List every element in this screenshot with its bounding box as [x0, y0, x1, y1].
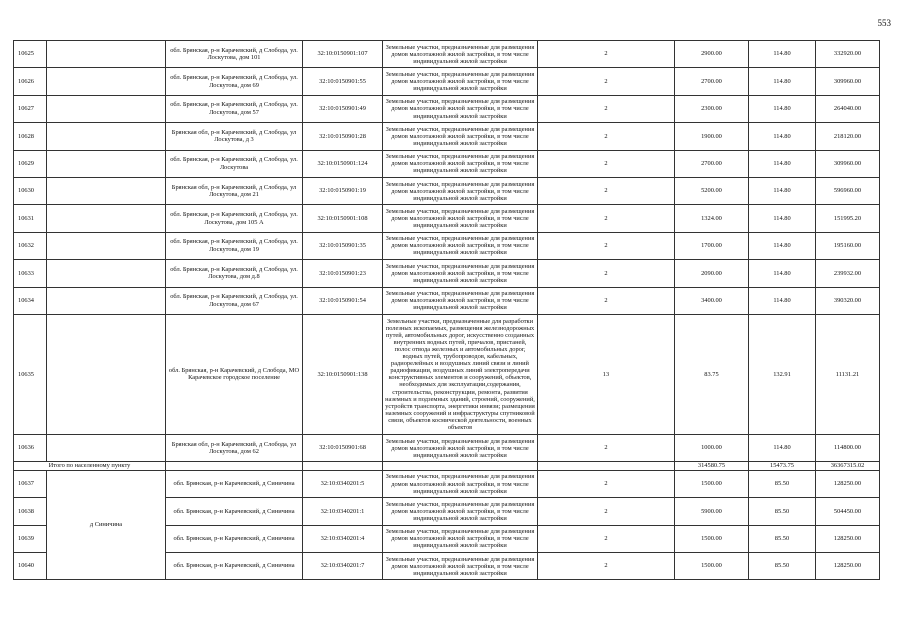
land-purpose: Земельные участки, предназначенные для размещения домов малоэтажной жилой застройки, в том числе индивидуальной жилой застройки	[383, 177, 538, 204]
address-cell: Брянская обл, р-н Карачевский, д Слобода, ул Лоскутова, дом 21	[166, 177, 303, 204]
rate-value: 114.80	[749, 205, 816, 232]
locality-cell	[47, 287, 166, 314]
table-row	[14, 434, 880, 461]
row-id: 10637	[14, 470, 47, 497]
locality-cell	[47, 95, 166, 122]
table-row	[14, 205, 880, 232]
rate-value: 114.80	[749, 123, 816, 150]
cadastral-value: 218120.00	[816, 123, 880, 150]
land-purpose: Земельные участки, предназначенные для размещения домов малоэтажной жилой застройки, в том числе индивидуальной жилой застройки	[383, 470, 538, 497]
rate-value: 85.50	[749, 470, 816, 497]
table-row	[14, 232, 880, 259]
rate-value: 114.80	[749, 287, 816, 314]
group-code: 2	[538, 41, 675, 68]
cadastral-value: 195160.00	[816, 232, 880, 259]
row-id: 10625	[14, 41, 47, 68]
row-id: 10638	[14, 498, 47, 525]
land-purpose: Земельные участки, предназначенные для размещения домов малоэтажной жилой застройки, в том числе индивидуальной жилой застройки	[383, 498, 538, 525]
locality-cell	[47, 177, 166, 204]
table-row	[14, 314, 880, 434]
land-purpose: Земельные участки, предназначенные для размещения домов малоэтажной жилой застройки, в том числе индивидуальной жилой застройки	[383, 150, 538, 177]
table-row	[14, 123, 880, 150]
address-cell: обл. Брянская, р-н Карачевский, д Слобода, ул. Лоскутова, дом 105 А	[166, 205, 303, 232]
group-code: 2	[538, 177, 675, 204]
row-id: 10629	[14, 150, 47, 177]
land-purpose: Земельные участки, предназначенные для размещения домов малоэтажной жилой застройки, в том числе индивидуальной жилой застройки	[383, 525, 538, 552]
cadastral-number: 32:10:0340201:4	[303, 525, 383, 552]
rate-value: 85.50	[749, 553, 816, 580]
cadastral-value: 128250.00	[816, 525, 880, 552]
table-row	[14, 150, 880, 177]
land-purpose: Земельные участки, предназначенные для размещения домов малоэтажной жилой застройки, в том числе индивидуальной жилой застройки	[383, 553, 538, 580]
address-cell: обл. Брянская, р-н Карачевский, д Слобода, ул. Лоскутова, дом 69	[166, 68, 303, 95]
group-code: 2	[538, 470, 675, 497]
locality-cell	[47, 41, 166, 68]
cadastral-value: 309960.00	[816, 150, 880, 177]
rate-value: 114.80	[749, 150, 816, 177]
area-value: 2900.00	[675, 41, 749, 68]
total-value: 36367315.02	[816, 462, 880, 471]
cadastral-number: 32:10:0150901:23	[303, 260, 383, 287]
locality-cell	[47, 205, 166, 232]
area-value: 1700.00	[675, 232, 749, 259]
cadastral-number: 32:10:0150901:68	[303, 434, 383, 461]
area-value: 1500.00	[675, 470, 749, 497]
group-code: 2	[538, 260, 675, 287]
cadastral-number: 32:10:0150901:124	[303, 150, 383, 177]
area-value: 83.75	[675, 314, 749, 434]
land-purpose: Земельные участки, предназначенные для разработки полезных ископаемых, размещения железнодорожных путей, автомобильных дорог, искусственно созданных внутренних водных путей, причалов, пристаней, полос отвода железных и автомобильных дорог, водных путей, трубопроводов, кабельных, радиорелейных и воздушных линий связи и линий радиофикации, воздушных линий электропередачи конструктивных элементов и сооружений, объектов, необходимых для эксплуатации,содержания, строительства, реконструкции, ремонта, развития наземных и подземных зданий, строений, сооружений, устройств транспорта, энергетики инвязи; размещения наземных сооружений и инфраструктуры спутниковой связи, объектов космической деятельности, военных объектов	[383, 314, 538, 434]
address-cell: обл. Брянская, р-н Карачевский, д Слобода, ул. Лоскутова, дом д.8	[166, 260, 303, 287]
area-value: 1324.00	[675, 205, 749, 232]
address-cell: обл. Брянская, р-н Карачевский, д Слобода, ул. Лоскутова, дом 101	[166, 41, 303, 68]
table-row	[14, 177, 880, 204]
area-value: 1500.00	[675, 553, 749, 580]
locality-cell	[47, 68, 166, 95]
address-cell: обл. Брянская, р-н Карачевский, д Слобода, МО Карачевское городское поселение	[166, 314, 303, 434]
cadastral-value: 390320.00	[816, 287, 880, 314]
area-value: 2300.00	[675, 95, 749, 122]
address-cell: обл. Брянская, р-н Карачевский, д Слобода, ул. Лоскутова	[166, 150, 303, 177]
cadastral-number: 32:10:0150901:138	[303, 314, 383, 434]
rate-value: 85.50	[749, 525, 816, 552]
group-code: 2	[538, 123, 675, 150]
cadastral-number: 32:10:0150901:55	[303, 68, 383, 95]
area-value: 2700.00	[675, 68, 749, 95]
area-value: 2700.00	[675, 150, 749, 177]
address-cell: обл. Брянская, р-н Карачевский, д Слобода, ул. Лоскутова, дом 57	[166, 95, 303, 122]
cadastral-value: 504450.00	[816, 498, 880, 525]
cadastral-number: 32:10:0340201:5	[303, 470, 383, 497]
land-purpose: Земельные участки, предназначенные для размещения домов малоэтажной жилой застройки, в том числе индивидуальной жилой застройки	[383, 434, 538, 461]
cadastral-number: 32:10:0150901:35	[303, 232, 383, 259]
address-cell: обл. Брянская, р-н Карачевский, д Синичина	[166, 525, 303, 552]
rate-value: 114.80	[749, 41, 816, 68]
address-cell: обл. Брянская, р-н Карачевский, д Синичина	[166, 470, 303, 497]
locality-cell	[47, 260, 166, 287]
rate-value: 114.80	[749, 68, 816, 95]
cadastral-number: 32:10:0340201:7	[303, 553, 383, 580]
group-code: 13	[538, 314, 675, 434]
group-code: 2	[538, 205, 675, 232]
cadastral-number: 32:10:0150901:19	[303, 177, 383, 204]
area-value: 1900.00	[675, 123, 749, 150]
rate-value: 114.80	[749, 434, 816, 461]
row-id: 10632	[14, 232, 47, 259]
table-row	[14, 470, 880, 497]
total-row	[14, 462, 880, 471]
row-id: 10634	[14, 287, 47, 314]
rate-value: 85.50	[749, 498, 816, 525]
cadastral-value: 128250.00	[816, 553, 880, 580]
row-id: 10633	[14, 260, 47, 287]
cadastral-number: 32:10:0150901:28	[303, 123, 383, 150]
group-code: 2	[538, 553, 675, 580]
cadastral-value: 309960.00	[816, 68, 880, 95]
area-value: 5200.00	[675, 177, 749, 204]
page-number: 553	[877, 18, 891, 28]
address-cell: обл. Брянская, р-н Карачевский, д Слобода, ул. Лоскутова, дом 67	[166, 287, 303, 314]
area-value: 1500.00	[675, 525, 749, 552]
rate-value: 132.91	[749, 314, 816, 434]
land-purpose: Земельные участки, предназначенные для размещения домов малоэтажной жилой застройки, в том числе индивидуальной жилой застройки	[383, 68, 538, 95]
row-id: 10639	[14, 525, 47, 552]
group-code: 2	[538, 287, 675, 314]
rate-value: 114.80	[749, 177, 816, 204]
cadastral-value: 596960.00	[816, 177, 880, 204]
locality-cell	[47, 123, 166, 150]
group-code: 2	[538, 150, 675, 177]
table-row	[14, 68, 880, 95]
table-row	[14, 95, 880, 122]
cadastral-number: 32:10:0150901:49	[303, 95, 383, 122]
cadastral-value: 151995.20	[816, 205, 880, 232]
group-code: 2	[538, 232, 675, 259]
area-value: 3400.00	[675, 287, 749, 314]
cadastral-number: 32:10:0150901:107	[303, 41, 383, 68]
table-row	[14, 287, 880, 314]
row-id: 10636	[14, 434, 47, 461]
land-purpose: Земельные участки, предназначенные для размещения домов малоэтажной жилой застройки, в том числе индивидуальной жилой застройки	[383, 232, 538, 259]
address-cell: обл. Брянская, р-н Карачевский, д Синичина	[166, 553, 303, 580]
locality-cell	[47, 434, 166, 461]
row-id: 10626	[14, 68, 47, 95]
row-id: 10628	[14, 123, 47, 150]
land-purpose: Земельные участки, предназначенные для размещения домов малоэтажной жилой застройки, в том числе индивидуальной жилой застройки	[383, 287, 538, 314]
row-id: 10631	[14, 205, 47, 232]
locality-name: д Синичина	[47, 470, 166, 580]
row-id: 10635	[14, 314, 47, 434]
cadastral-number: 32:10:0150901:108	[303, 205, 383, 232]
land-purpose: Земельные участки, предназначенные для размещения домов малоэтажной жилой застройки, в том числе индивидуальной жилой застройки	[383, 205, 538, 232]
rate-value: 114.80	[749, 260, 816, 287]
table-row	[14, 260, 880, 287]
group-code: 2	[538, 525, 675, 552]
cadastral-number: 32:10:0150901:54	[303, 287, 383, 314]
address-cell: обл. Брянская, р-н Карачевский, д Слобода, ул. Лоскутова, дом 19	[166, 232, 303, 259]
cadastral-value: 239932.00	[816, 260, 880, 287]
table-row	[14, 41, 880, 68]
total-label: Итого по населенному пункту	[14, 462, 166, 471]
address-cell: обл. Брянская, р-н Карачевский, д Синичина	[166, 498, 303, 525]
cadastral-value: 114800.00	[816, 434, 880, 461]
group-code: 2	[538, 95, 675, 122]
row-id: 10630	[14, 177, 47, 204]
cadastral-value: 332920.00	[816, 41, 880, 68]
group-code: 2	[538, 498, 675, 525]
address-cell: Брянская обл, р-н Карачевский, д Слобода, ул Лоскутова, д 3	[166, 123, 303, 150]
locality-cell	[47, 232, 166, 259]
land-purpose: Земельные участки, предназначенные для размещения домов малоэтажной жилой застройки, в том числе индивидуальной жилой застройки	[383, 41, 538, 68]
total-area: 314580.75	[675, 462, 749, 471]
land-purpose: Земельные участки, предназначенные для размещения домов малоэтажной жилой застройки, в том числе индивидуальной жилой застройки	[383, 95, 538, 122]
cadastral-value: 128250.00	[816, 470, 880, 497]
rate-value: 114.80	[749, 95, 816, 122]
area-value: 2090.00	[675, 260, 749, 287]
total-rate: 15473.75	[749, 462, 816, 471]
cadastral-value: 264040.00	[816, 95, 880, 122]
land-purpose: Земельные участки, предназначенные для размещения домов малоэтажной жилой застройки, в том числе индивидуальной жилой застройки	[383, 260, 538, 287]
group-code: 2	[538, 68, 675, 95]
rate-value: 114.80	[749, 232, 816, 259]
row-id: 10627	[14, 95, 47, 122]
area-value: 1000.00	[675, 434, 749, 461]
area-value: 5900.00	[675, 498, 749, 525]
land-purpose: Земельные участки, предназначенные для размещения домов малоэтажной жилой застройки, в том числе индивидуальной жилой застройки	[383, 123, 538, 150]
address-cell: Брянская обл, р-н Карачевский, д Слобода, ул Лоскутова, дом 62	[166, 434, 303, 461]
cadastral-number: 32:10:0340201:1	[303, 498, 383, 525]
row-id: 10640	[14, 553, 47, 580]
locality-cell	[47, 150, 166, 177]
group-code: 2	[538, 434, 675, 461]
locality-cell	[47, 314, 166, 434]
cadastral-value-table	[13, 40, 880, 580]
cadastral-value: 11131.21	[816, 314, 880, 434]
